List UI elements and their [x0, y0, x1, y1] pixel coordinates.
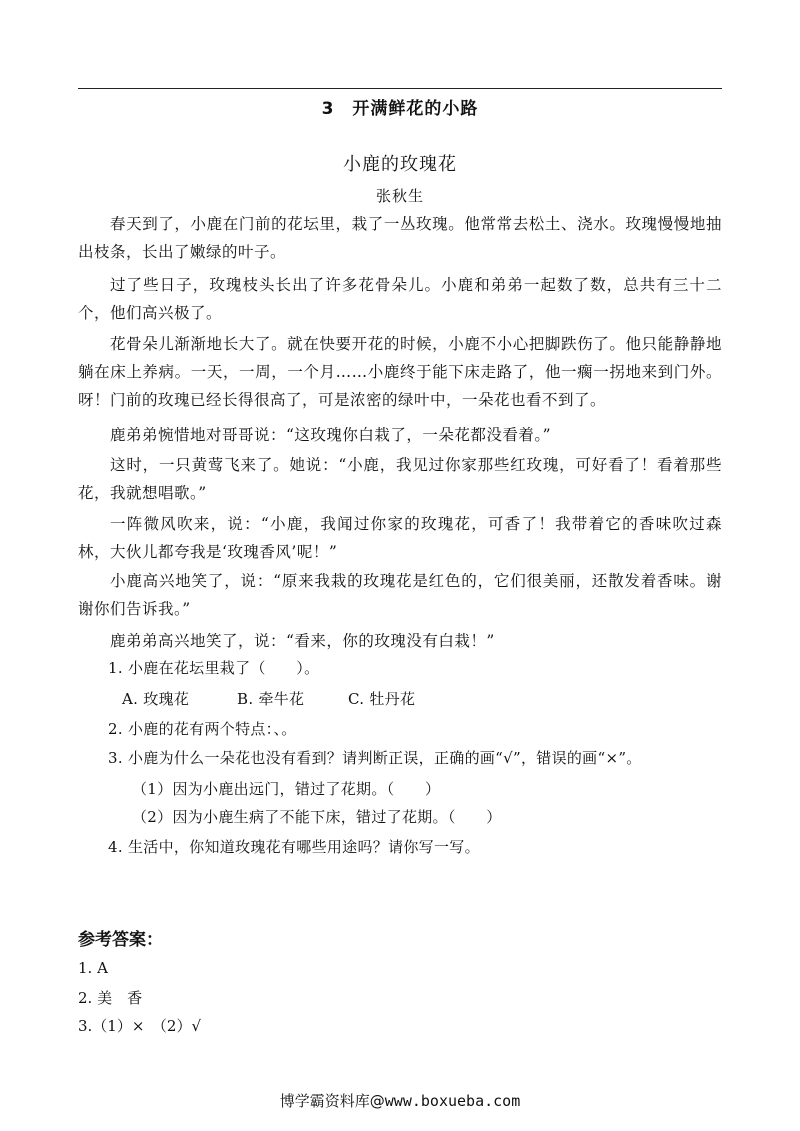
footer-url[interactable]: www.boxueba.com: [384, 1092, 521, 1110]
q1-option-a: A. 玫瑰花: [122, 690, 190, 708]
footer-site: 博学霸资料库@: [279, 1092, 385, 1110]
paragraph: 花骨朵儿渐渐地长大了。就在快要开花的时候，小鹿不小心把脚跌伤了。他只能静静地躺在床上养病。一天，一周，一个月……小鹿终于能下床走路了，他一瘸一拐地来到门外。呀！门前的玫瑰已经长得很高了，可是浓密的绿叶中，一朵花也看不到了。: [78, 335, 722, 409]
q1-option-b: B. 牵牛花: [237, 690, 305, 708]
lesson-title-text: 开满鲜花的小路: [352, 99, 479, 119]
paragraph: 春天到了，小鹿在门前的花坛里，栽了一丛玫瑰。他常常去松土、浇水。玫瑰慢慢地抽出枝条，长出了嫩绿的叶子。: [78, 215, 722, 261]
question-1: 1. 小鹿在花坛里栽了（ ）。: [108, 659, 320, 677]
answers-title: 参考答案：: [78, 930, 163, 950]
header-rule: [78, 88, 722, 89]
paragraph: 这时，一只黄莺飞来了。她说：“小鹿，我见过你家那些红玫瑰，可好看了！看着那些花，我就想唱歌。”: [78, 456, 722, 502]
paragraph: 过了些日子，玫瑰枝头长出了许多花骨朵儿。小鹿和弟弟一起数了数，总共有三十二个，他们高兴极了。: [78, 276, 722, 322]
answer-3: 3.（1）× （2）√: [78, 1017, 202, 1035]
story-title: 小鹿的玫瑰花: [343, 154, 457, 175]
q1-option-c: C. 牡丹花: [348, 690, 416, 708]
lesson-title: [0, 94, 800, 119]
lesson-number: 3: [321, 99, 335, 119]
answer-1: 1. A: [78, 959, 108, 977]
paragraph: 小鹿高兴地笑了，说：“原来我栽的玫瑰花是红色的，它们很美丽，还散发着香味。谢谢你们告诉我。”: [78, 572, 722, 618]
q3-item-1: （1）因为小鹿出远门，错过了花期。（ ）: [132, 780, 441, 798]
story-author: 张秋生: [375, 187, 424, 205]
paragraph: 鹿弟弟惋惜地对哥哥说：“这玫瑰你白栽了，一朵花都没看着。”: [110, 426, 552, 444]
question-4: 4. 生活中，你知道玫瑰花有哪些用途吗？请你写一写。: [108, 838, 480, 856]
footer: [0, 1090, 800, 1111]
paragraph: 一阵微风吹来，说：“小鹿，我闻过你家的玫瑰花，可香了！我带着它的香味吹过森林，大伙儿都夸我是‘玫瑰香风’呢！”: [78, 515, 722, 561]
q3-item-2: （2）因为小鹿生病了不能下床，错过了花期。（ ）: [132, 808, 502, 826]
answer-2: 2. 美 香: [78, 989, 143, 1007]
question-3: 3. 小鹿为什么一朵花也没有看到？请判断正误，正确的画“√”，错误的画“×”。: [108, 749, 642, 767]
paragraph: 鹿弟弟高兴地笑了，说：“看来，你的玫瑰没有白栽！”: [110, 632, 495, 650]
question-2: 2. 小鹿的花有两个特点：、。: [108, 720, 297, 738]
